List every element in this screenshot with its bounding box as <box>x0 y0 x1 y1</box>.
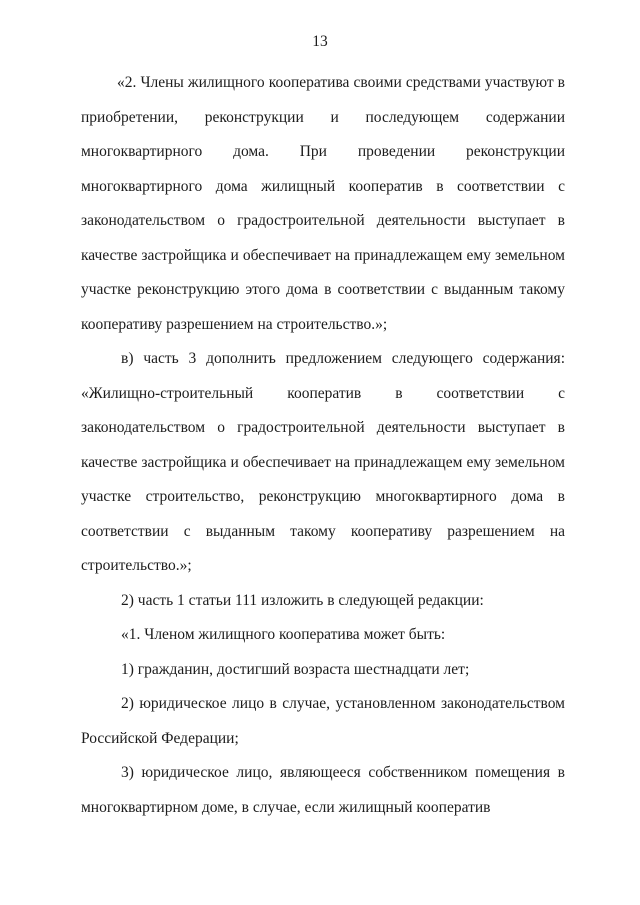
document-body <box>81 66 565 825</box>
paragraph-4: «1. Членом жилищного кооператива может быть: <box>121 626 446 643</box>
paragraph-7: 3) юридическое лицо, являющееся собственником помещения в многоквартирном доме, в случае, если жилищный кооператив <box>81 764 565 816</box>
paragraph-1: «2. Члены жилищного кооператива своими средствами участвуют в приобретении, реконструкции и последующем содержании многоквартирного дома. При проведении реконструкции многоквартирного дома жилищный кооператив в соответствии с законодательством о градостроительной деятельности выступает в качестве застройщика и обеспечивает на принадлежащем ему земельном участке реконструкцию этого дома в соответствии с выданным такому кооперативу разрешением на строительство.»; <box>81 74 565 333</box>
paragraph-2: в) часть 3 дополнить предложением следующего содержания: «Жилищно-строительный кооператив в соответствии с законодательством о градостроительной деятельности выступает в качестве застройщика и обеспечивает на принадлежащем ему земельном участке строительство, реконструкцию многоквартирного дома в соответствии с выданным такому кооперативу разрешением на строительство.»; <box>81 350 565 574</box>
paragraph-3: 2) часть 1 статьи 111 изложить в следующей редакции: <box>121 591 484 609</box>
paragraph-5: 1) гражданин, достигший возраста шестнадцати лет; <box>121 660 470 678</box>
paragraph-6: 2) юридическое лицо в случае, установленном законодательством Российской Федерации; <box>81 695 565 747</box>
page-number: 13 <box>312 33 328 50</box>
